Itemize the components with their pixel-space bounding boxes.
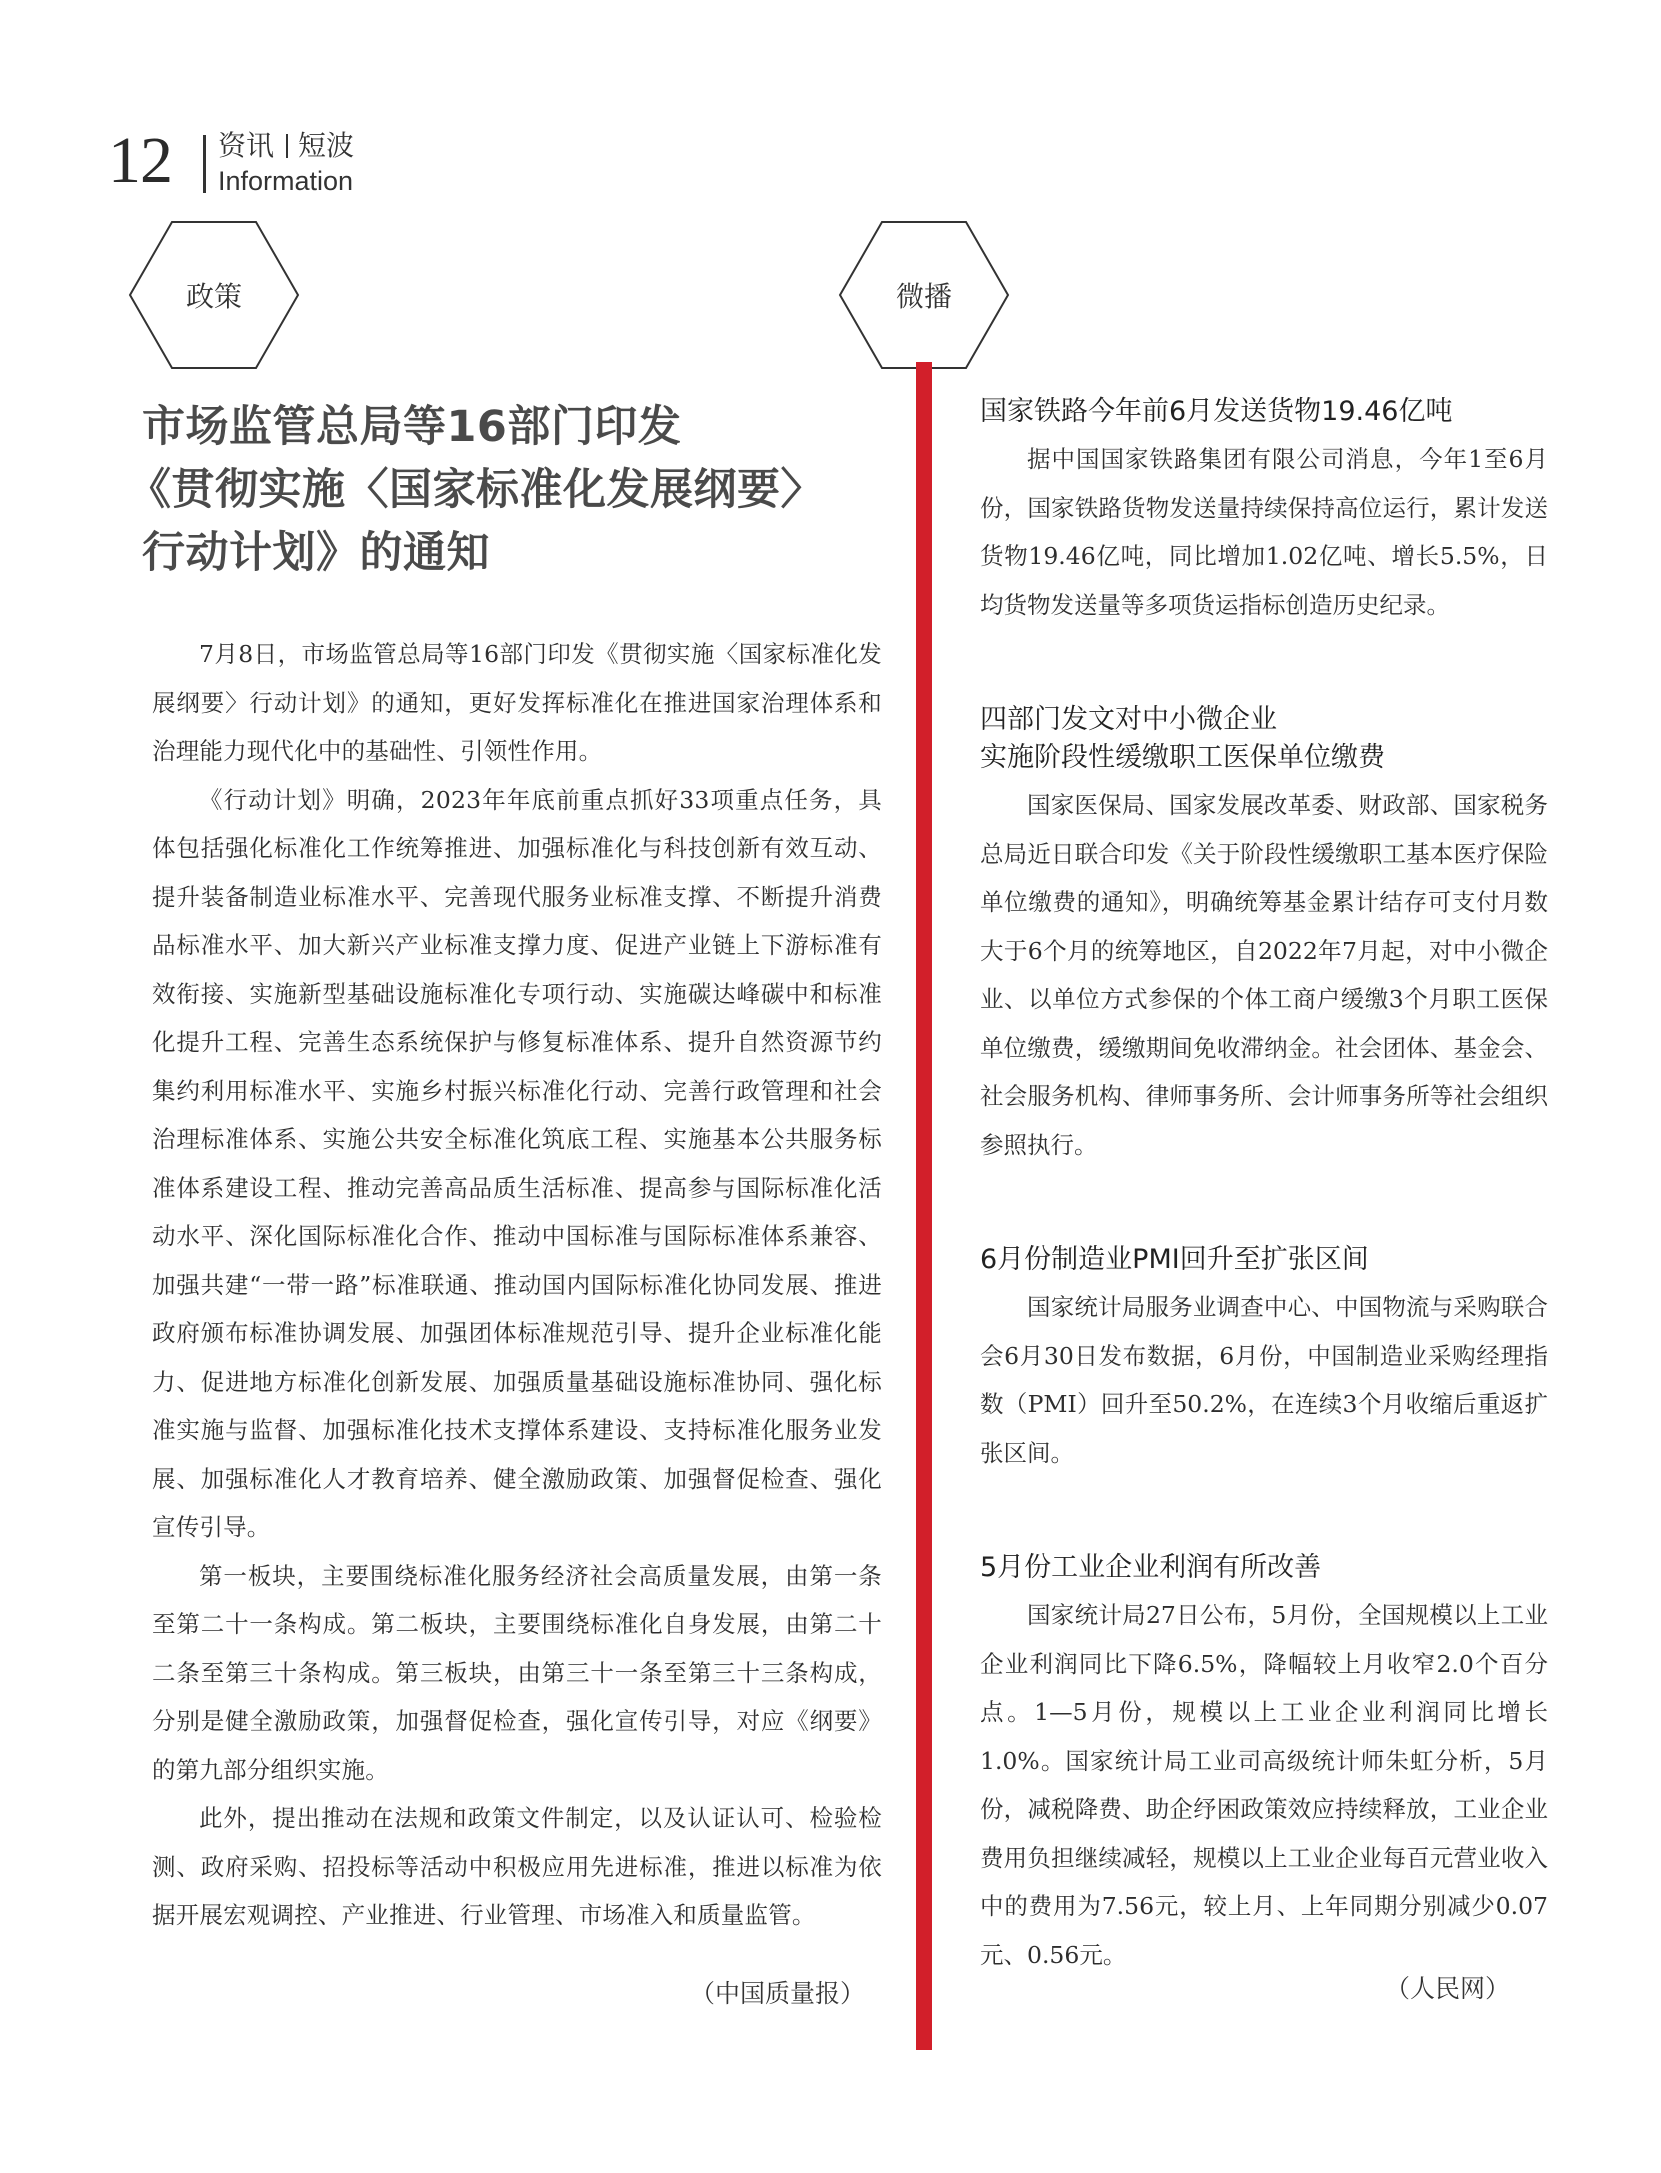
- news-item-body: 国家医保局、国家发展改革委、财政部、国家税务总局近日联合印发《关于阶段性缓缴职工基本医疗保险单位缴费的通知》，明确统筹基金累计结存可支付月数大于6个月的统筹地区，自2022年7月起，对中小微企业、以单位方式参保的个体工商户缓缴3个月职工医保单位缴费，缓缴期间免收滞纳金。社会团体、基金会、社会服务机构、律师事务所、会计师事务所等社会组织参照执行。: [980, 791, 1548, 1159]
- section-separator: [286, 134, 288, 158]
- news-item-title: [980, 393, 1548, 431]
- header-divider: [203, 135, 206, 193]
- news-item-body: 国家统计局服务业调查中心、中国物流与采购联合会6月30日发布数据，6月份，中国制造业采购经理指数（PMI）回升至50.2%，在连续3个月收缩后重返扩张区间。: [980, 1293, 1548, 1467]
- news-item-title-line: 5月份工业企业利润有所改善: [980, 1552, 1322, 1583]
- news-item-body: 国家统计局27日公布，5月份，全国规模以上工业企业利润同比下降6.5%，降幅较上月收窄2.0个百分点。1—5月份，规模以上工业企业利润同比增长1.0%。国家统计局工业司高级统计师朱虹分析，5月份，减税降费、助企纾困政策效应持续释放，工业企业费用负担继续减轻，规模以上工业企业每百元营业收入中的费用为7.56元，较上月、上年同期分别减少0.07元、0.56元。: [980, 1601, 1548, 1969]
- column-divider-bar: [916, 362, 932, 2050]
- article-body: [152, 630, 882, 1940]
- policy-tag-label: 政策: [185, 280, 242, 313]
- news-item-title-line: 6月份制造业PMI回升至扩张区间: [980, 1244, 1369, 1275]
- article-title: [128, 396, 882, 585]
- section-label: [218, 130, 354, 162]
- article-title-line: 市场监管总局等16部门印发: [142, 402, 682, 452]
- news-item-body: 据中国国家铁路集团有限公司消息，今年1至6月份，国家铁路货物发送量持续保持高位运行，累计发送货物19.46亿吨，同比增加1.02亿吨、增长5.5%，日均货物发送量等多项货运指标创造历史纪录。: [980, 445, 1548, 619]
- news-item-title-line: 实施阶段性缓缴职工医保单位缴费: [980, 742, 1385, 773]
- news-item-title: [980, 701, 1548, 777]
- article-paragraph: 7月8日，市场监管总局等16部门印发《贯彻实施〈国家标准化发展纲要〉行动计划》的通知，更好发挥标准化在推进国家治理体系和治理能力现代化中的基础性、引领性作用。: [152, 640, 882, 765]
- section-label-primary: 资讯: [218, 129, 275, 162]
- broadcast-hexagon-tag: [838, 220, 1010, 370]
- news-item: [980, 701, 1548, 1169]
- news-item-title-line: 四部门发文对中小微企业: [980, 704, 1277, 735]
- news-item-title: [980, 1549, 1548, 1587]
- news-item: [980, 1241, 1548, 1477]
- news-item-title: [980, 1241, 1548, 1279]
- news-item-title-line: 国家铁路今年前6月发送货物19.46亿吨: [980, 396, 1453, 427]
- article-paragraph: 此外，提出推动在法规和政策文件制定，以及认证认可、检验检测、政府采购、招投标等活动中积极应用先进标准，推进以标准为依据开展宏观调控、产业推进、行业管理、市场准入和质量监管。: [152, 1804, 882, 1929]
- news-item: [980, 1549, 1548, 1979]
- article-source: （中国质量报）: [690, 1979, 866, 2008]
- news-source: （人民网）: [1385, 1974, 1511, 2003]
- article-paragraph: 第一板块，主要围绕标准化服务经济社会高质量发展，由第一条至第二十一条构成。第二板块，主要围绕标准化自身发展，由第二十二条至第三十条构成。第三板块，由第三十一条至第三十三条构成，分别是健全激励政策，加强督促检查，强化宣传引导，对应《纲要》的第九部分组织实施。: [152, 1561, 882, 1784]
- news-item: [980, 393, 1548, 629]
- broadcast-tag-label: 微播: [895, 280, 952, 313]
- section-label-english: Information: [218, 166, 354, 196]
- section-label-secondary: 短波: [298, 129, 355, 162]
- news-brief-list: [980, 393, 1548, 1979]
- policy-hexagon-tag: [128, 220, 300, 370]
- page-number: 12: [108, 124, 172, 197]
- article-title-line: 《贯彻实施〈国家标准化发展纲要〉: [128, 465, 824, 515]
- article-title-line: 行动计划》的通知: [142, 528, 490, 578]
- article-paragraph: 《行动计划》明确，2023年年底前重点抓好33项重点任务，具体包括强化标准化工作统筹推进、加强标准化与科技创新有效互动、提升装备制造业标准水平、完善现代服务业标准支撑、不断提升消费品标准水平、加大新兴产业标准支撑力度、促进产业链上下游标准有效衔接、实施新型基础设施标准化专项行动、实施碳达峰碳中和标准化提升工程、完善生态系统保护与修复标准体系、提升自然资源节约集约利用标准水平、实施乡村振兴标准化行动、完善行政管理和社会治理标准体系、实施公共安全标准化筑底工程、实施基本公共服务标准体系建设工程、推动完善高品质生活标准、提高参与国际标准化活动水平、深化国际标准化合作、推动中国标准与国际标准体系兼容、加强共建“一带一路”标准联通、推动国内国际标准化协同发展、推进政府颁布标准协调发展、加强团体标准规范引导、提升企业标准化能力、促进地方标准化创新发展、加强质量基础设施标准协同、强化标准实施与监督、加强标准化技术支撑体系建设、支持标准化服务业发展、加强标准化人才教育培养、健全激励政策、加强督促检查、强化宣传引导。: [152, 785, 882, 1541]
